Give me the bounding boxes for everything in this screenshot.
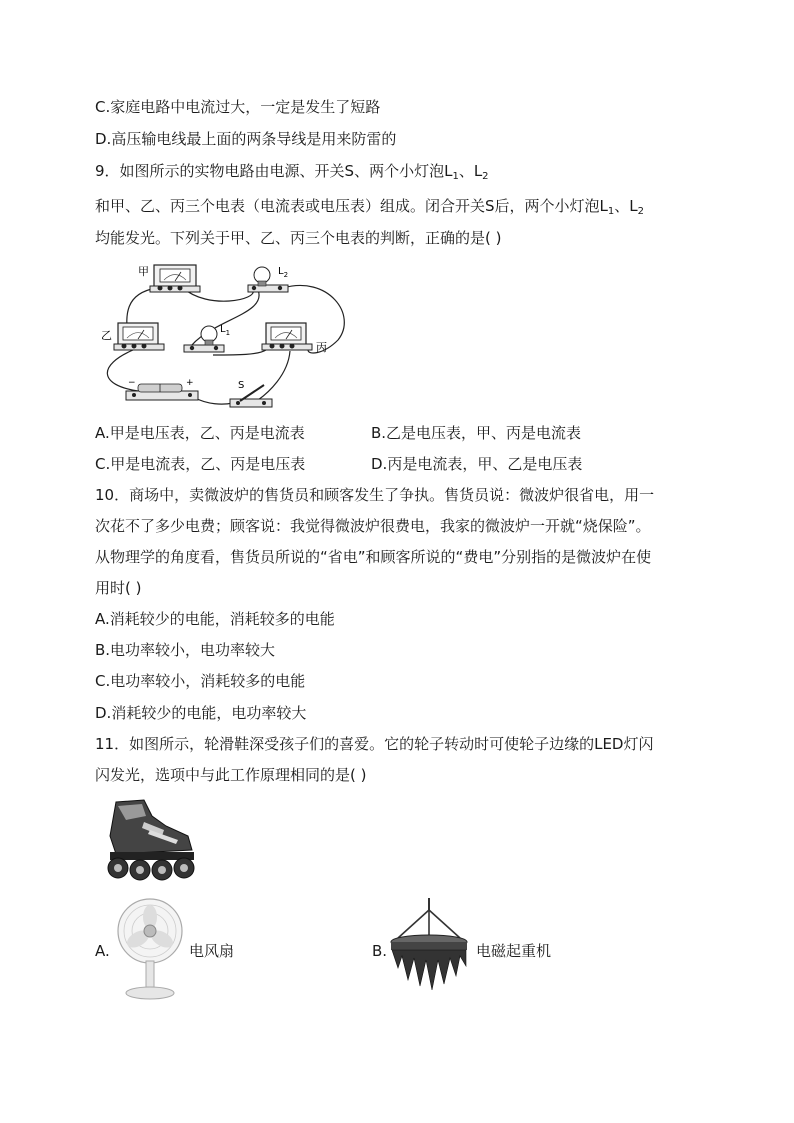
meter-bing — [262, 323, 312, 350]
subscript: 1 — [607, 206, 615, 217]
q10-option-c: C.电功率较小，消耗较多的电能 — [95, 672, 306, 690]
q10-stem-line-1: 10．商场中，卖微波炉的售货员和顾客发生了争执。售货员说：微波炉很省电，用一 — [95, 486, 655, 504]
label-l2: $L_2$ — [278, 266, 289, 279]
q9-option-d: D.丙是电流表，甲、乙是电压表 — [371, 455, 583, 473]
q11-option-a-label: 电风扇 — [189, 942, 235, 960]
q9-text: 、L — [614, 197, 638, 215]
meter-jia — [150, 265, 200, 292]
q9-option-a: A.甲是电压表，乙、丙是电流表 — [95, 424, 305, 442]
q10-option-a: A.消耗较少的电能，消耗较多的电能 — [95, 610, 335, 628]
q9-stem-line-2 — [95, 196, 644, 222]
q10-option-d: D.消耗较少的电能，电功率较大 — [95, 704, 307, 722]
q11-option-a-letter: A. — [95, 942, 110, 960]
meter-yi — [114, 323, 164, 350]
electric-fan-image — [114, 897, 186, 1003]
label-s: S — [238, 380, 245, 391]
q11-stem-line-1: 11．如图所示，轮滑鞋深受孩子们的喜爱。它的轮子转动时可使轮子边缘的LED灯闪 — [95, 735, 654, 753]
q11-stem-line-2: 闪发光，选项中与此工作原理相同的是( ) — [95, 766, 367, 784]
label-jia: 甲 — [138, 265, 149, 278]
q9-text: 、L — [458, 162, 483, 180]
q10-option-b: B.电功率较小，电功率较大 — [95, 641, 276, 659]
q10-stem-line-2: 次花不了多少电费；顾客说：我觉得微波炉很费电，我家的微波炉一开就“烧保险”。 — [95, 517, 651, 535]
q11-option-b-label: 电磁起重机 — [476, 942, 552, 960]
lamp-l1 — [184, 326, 224, 352]
battery-plus: + — [186, 378, 194, 388]
q10-stem-line-4: 用时( ) — [95, 579, 142, 597]
q9-text: 9．如图所示的实物电路由电源、开关S、两个小灯泡L — [95, 162, 453, 180]
subscript: 1 — [452, 171, 459, 182]
q9-option-c: C.甲是电流表，乙、丙是电压表 — [95, 455, 306, 473]
option-c-line: C.家庭电路中电流过大，一定是发生了短路 — [95, 98, 381, 116]
option-d-line: D.高压输电线最上面的两条导线是用来防雷的 — [95, 130, 397, 148]
circuit-diagram — [98, 255, 348, 415]
label-bing: 丙 — [316, 341, 327, 354]
inline-skate-image — [96, 796, 198, 886]
label-yi: 乙 — [101, 329, 112, 342]
subscript: 2 — [482, 171, 489, 182]
electromagnetic-crane-image — [386, 896, 472, 1000]
label-l1: $L_1$ — [220, 324, 231, 337]
q9-text: 和甲、乙、丙三个电表（电流表或电压表）组成。闭合开关S后，两个小灯泡L — [95, 197, 608, 215]
q11-option-b-letter: B. — [372, 942, 388, 960]
switch-s — [230, 385, 272, 407]
battery-minus: − — [128, 378, 136, 388]
q10-stem-line-3: 从物理学的角度看，售货员所说的“省电”和顾客所说的“费电”分别指的是微波炉在使 — [95, 548, 652, 566]
q9-option-b: B.乙是电压表，甲、丙是电流表 — [371, 424, 582, 442]
subscript: 2 — [637, 206, 644, 217]
q9-stem-line-1 — [95, 161, 489, 187]
q9-stem-line-3: 均能发光。下列关于甲、乙、丙三个电表的判断，正确的是( ) — [95, 229, 502, 247]
